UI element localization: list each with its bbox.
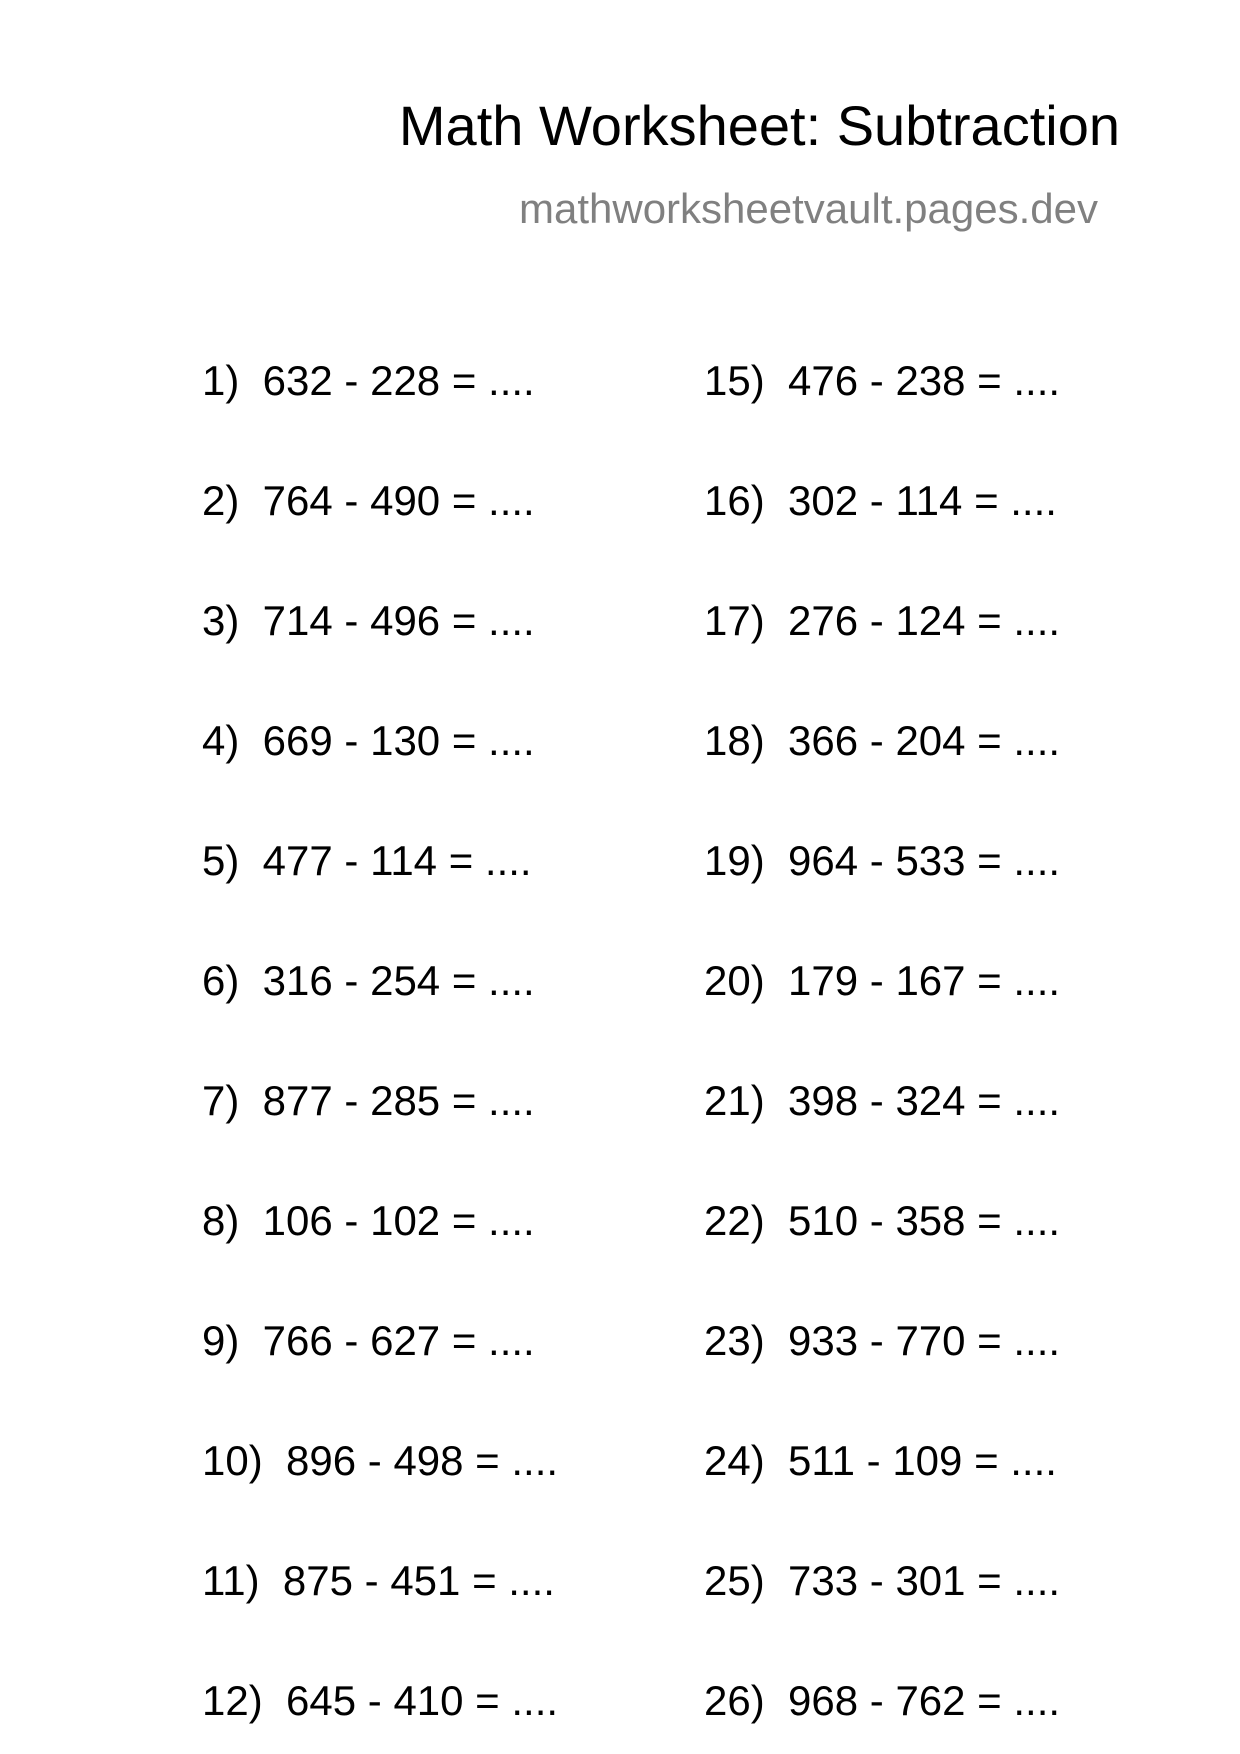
problem-22: 22) 510 - 358 = .... [704,1197,1061,1244]
problem-25: 25) 733 - 301 = .... [704,1557,1061,1604]
problem-1: 1) 632 - 228 = .... [202,357,535,404]
problem-7: 7) 877 - 285 = .... [202,1077,535,1124]
problem-15: 15) 476 - 238 = .... [704,357,1061,404]
problem-23: 23) 933 - 770 = .... [704,1317,1061,1364]
source-url: mathworksheetvault.pages.dev [519,185,1098,232]
problem-2: 2) 764 - 490 = .... [202,477,535,524]
problem-4: 4) 669 - 130 = .... [202,717,535,764]
problem-9: 9) 766 - 627 = .... [202,1317,535,1364]
problem-12: 12) 645 - 410 = .... [202,1677,559,1724]
problem-19: 19) 964 - 533 = .... [704,837,1061,884]
problem-5: 5) 477 - 114 = .... [202,837,532,884]
problem-24: 24) 511 - 109 = .... [704,1437,1057,1484]
problem-17: 17) 276 - 124 = .... [704,597,1061,644]
problem-21: 21) 398 - 324 = .... [704,1077,1061,1124]
problem-6: 6) 316 - 254 = .... [202,957,535,1004]
worksheet-title: Math Worksheet: Subtraction [398,94,1120,157]
problem-8: 8) 106 - 102 = .... [202,1197,535,1244]
problem-16: 16) 302 - 114 = .... [704,477,1057,524]
problem-11: 11) 875 - 451 = .... [202,1557,555,1604]
problem-18: 18) 366 - 204 = .... [704,717,1061,764]
problem-26: 26) 968 - 762 = .... [704,1677,1061,1724]
problem-3: 3) 714 - 496 = .... [202,597,535,644]
problem-20: 20) 179 - 167 = .... [704,957,1061,1004]
problem-10: 10) 896 - 498 = .... [202,1437,559,1484]
